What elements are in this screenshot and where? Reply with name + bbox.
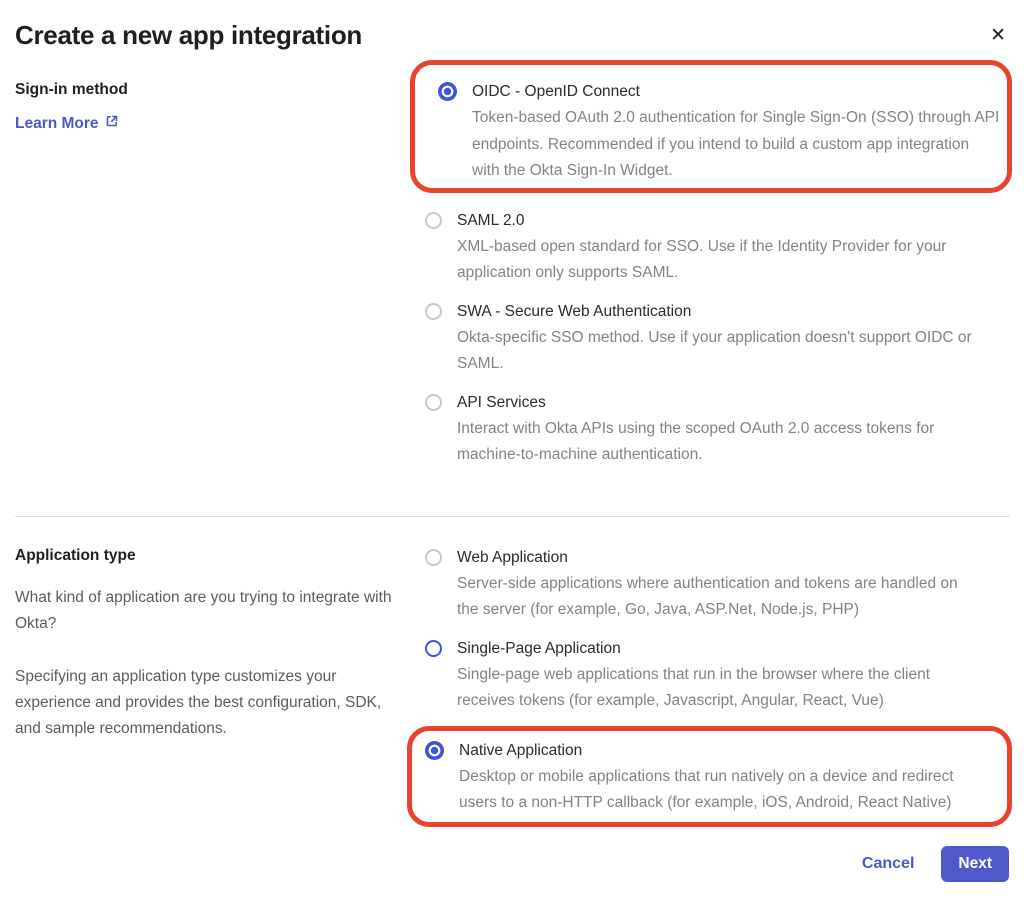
next-button[interactable]: Next (941, 846, 1009, 882)
radio-option-native-application[interactable] (425, 739, 1010, 817)
description-line: XML-based open standard for SSO. Use if the Identity Provider for your (457, 237, 947, 255)
radio-option-oidc[interactable] (438, 80, 1010, 185)
description-line: Interact with Okta APIs using the scoped OAuth 2.0 access tokens for (457, 419, 935, 437)
external-link-icon (105, 114, 119, 133)
application-type-note: Specifying an application type customizes your experience and provides the best configuration, SDK, and sample recommendations. (15, 667, 382, 737)
section-divider (15, 516, 1010, 517)
description-line: receives tokens (for example, Javascript, Angular, React, Vue) (457, 692, 884, 709)
learn-more-link[interactable] (15, 114, 119, 133)
signin-method-section (0, 80, 1024, 469)
application-type-label: Application type (15, 546, 136, 564)
radio-api-services[interactable] (425, 394, 442, 411)
radio-option-api-services[interactable] (425, 391, 1010, 469)
application-type-question: What kind of application are you trying to integrate with Okta? (15, 588, 392, 632)
radio-option-label[interactable]: Web Application (457, 548, 568, 566)
application-type-section (0, 546, 1024, 817)
description-line: Okta-specific SSO method. Use if your application doesn't support OIDC or (457, 328, 972, 346)
dialog-footer (862, 846, 1009, 882)
radio-web-application[interactable] (425, 549, 442, 566)
description-line: machine-to-machine authentication. (457, 446, 703, 463)
description-line: the server (for example, Go, Java, ASP.Net, Node.js, PHP) (457, 601, 860, 618)
radio-option-saml[interactable] (425, 209, 1010, 287)
radio-option-description (459, 764, 954, 817)
radio-option-single-page-application[interactable] (425, 637, 1010, 715)
radio-single-page-application[interactable] (425, 640, 442, 657)
radio-option-label[interactable]: SWA - Secure Web Authentication (457, 302, 692, 320)
radio-option-description (457, 325, 972, 378)
radio-option-description (457, 416, 934, 469)
radio-option-description (457, 571, 958, 624)
radio-oidc[interactable] (438, 82, 457, 101)
description-line: Desktop or mobile applications that run natively on a device and redirect (459, 767, 954, 785)
radio-option-description (472, 105, 999, 185)
cancel-button[interactable]: Cancel (861, 855, 915, 872)
radio-saml[interactable] (425, 212, 442, 229)
description-line: users to a non-HTTP callback (for example, iOS, Android, React Native) (459, 794, 952, 811)
radio-option-description (457, 234, 946, 287)
radio-swa[interactable] (425, 303, 442, 320)
learn-more-label: Learn More (15, 114, 99, 132)
radio-option-label[interactable]: Native Application (459, 741, 583, 759)
description-line: Single-page web applications that run in the browser where the client (457, 665, 931, 683)
radio-option-label[interactable]: Single-Page Application (457, 639, 621, 657)
description-line: Token-based OAuth 2.0 authentication for Single Sign-On (SSO) through API (472, 109, 1000, 126)
signin-method-label: Sign-in method (15, 81, 128, 98)
radio-option-label[interactable]: SAML 2.0 (457, 211, 525, 229)
description-line: SAML. (457, 355, 504, 372)
description-line: Server-side applications where authentication and tokens are handled on (457, 574, 958, 592)
radio-option-swa[interactable] (425, 300, 1010, 378)
radio-native-application[interactable] (425, 741, 444, 760)
radio-option-label[interactable]: OIDC - OpenID Connect (472, 83, 640, 100)
radio-option-label[interactable]: API Services (457, 393, 546, 411)
radio-option-description (457, 662, 930, 715)
description-line: endpoints. Recommended if you intend to build a custom app integration (472, 135, 970, 153)
description-line: with the Okta Sign-In Widget. (472, 162, 673, 179)
page-title: Create a new app integration (15, 20, 363, 50)
close-icon[interactable]: ✕ (990, 25, 1006, 46)
description-line: application only supports SAML. (457, 264, 679, 281)
radio-option-web-application[interactable] (425, 546, 1010, 624)
